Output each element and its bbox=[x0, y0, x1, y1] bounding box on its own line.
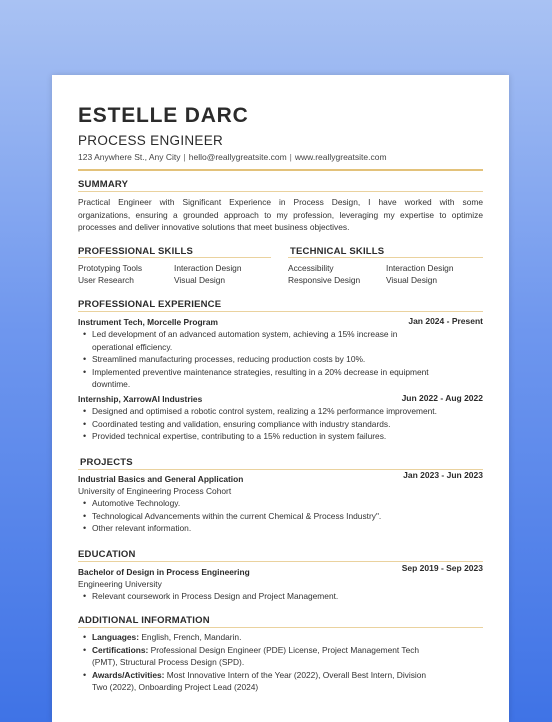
job-dates-1: Jan 2024 - Present bbox=[408, 316, 483, 326]
languages-label: Languages: bbox=[92, 632, 139, 642]
job-title-1: Instrument Tech, Morcelle Program bbox=[78, 317, 218, 327]
education-divider bbox=[78, 561, 483, 562]
awards-label: Awards/Activities: bbox=[92, 669, 165, 680]
professional-skills-heading: PROFESSIONAL SKILLS bbox=[78, 246, 193, 257]
list-item-continuation bbox=[92, 341, 492, 354]
skill-item: User Research bbox=[78, 275, 134, 285]
projects-heading: PROJECTS bbox=[80, 457, 133, 468]
list-item-text: downtime. bbox=[92, 379, 131, 390]
certifications-value: Professional Design Engineer (PDE) License, Project Management Tech bbox=[148, 644, 420, 655]
summary-line: Practical Engineer with Significant Experience in Process Design, I have worked with some bbox=[78, 197, 483, 207]
degree-name: Bachelor of Design in Process Engineering bbox=[78, 567, 250, 577]
summary-line: organizations, ensuring a grounded approach to my profession, leveraging my expertise to optimize bbox=[78, 209, 483, 220]
project-dates: Jan 2023 - Jun 2023 bbox=[403, 470, 483, 480]
skill-item: Visual Design bbox=[386, 275, 438, 285]
summary-divider bbox=[78, 191, 483, 192]
job-bullets-2 bbox=[78, 405, 497, 443]
candidate-name: ESTELLE DARC bbox=[78, 104, 249, 127]
separator: | bbox=[289, 152, 292, 162]
experience-heading: PROFESSIONAL EXPERIENCE bbox=[78, 299, 222, 310]
job-title: PROCESS ENGINEER bbox=[78, 133, 224, 148]
list-item: • Streamlined manufacturing processes, reducing production costs by 10%. bbox=[92, 353, 492, 366]
education-dates: Sep 2019 - Sep 2023 bbox=[401, 563, 483, 573]
summary-heading: SUMMARY bbox=[78, 179, 129, 190]
project-name: Industrial Basics and General Application bbox=[78, 474, 244, 484]
job-title-2: Internship, XarrowAI Industries bbox=[78, 394, 203, 404]
list-item bbox=[92, 631, 497, 644]
list-item: • Other relevant information. bbox=[92, 522, 497, 535]
experience-divider bbox=[78, 311, 483, 312]
contact-line bbox=[78, 152, 387, 162]
summary-line: processes and deliver innovative solutions that meet business objectives. bbox=[78, 222, 350, 232]
skill-item: Accessibility bbox=[288, 263, 334, 273]
additional-bullets bbox=[78, 631, 497, 694]
project-org: University of Engineering Process Cohort bbox=[78, 486, 232, 496]
job-dates-2: Jun 2022 - Aug 2022 bbox=[401, 393, 483, 403]
additional-divider bbox=[78, 627, 483, 628]
additional-heading: ADDITIONAL INFORMATION bbox=[78, 615, 210, 626]
website[interactable]: www.reallygreatsite.com bbox=[294, 152, 387, 162]
languages-value: English, French, Mandarin. bbox=[139, 632, 242, 642]
certifications-label: Certifications: bbox=[92, 644, 149, 655]
list-item-text: operational efficiency. bbox=[92, 341, 173, 352]
project-bullets bbox=[78, 497, 497, 535]
list-item: • Relevant coursework in Process Design and Project Management. bbox=[92, 590, 497, 603]
skill-item: Interaction Design bbox=[386, 263, 454, 273]
header-divider bbox=[78, 169, 483, 171]
email[interactable]: hello@reallygreatsite.com bbox=[188, 152, 287, 162]
job-bullets-1 bbox=[78, 328, 492, 391]
awards-value: Most Innovative Intern of the Year (2022), Overall Best Intern, Division bbox=[164, 669, 427, 680]
list-item: • Implemented preventive maintenance strategies, resulting in a 20% decrease in equipment bbox=[92, 366, 492, 379]
education-bullets bbox=[78, 590, 497, 603]
list-item: • Technological Advancements within the current Chemical & Process Industry". bbox=[92, 510, 497, 523]
list-item: • Led development of an advanced automation system, achieving a 15% increase in bbox=[92, 328, 492, 341]
education-heading: EDUCATION bbox=[78, 549, 136, 560]
certifications-value: (PMT), Structural Process Design (SPD). bbox=[92, 657, 245, 668]
list-item: • Designed and optimised a robotic control system, realizing a 12% performance improvement. bbox=[92, 405, 497, 418]
list-item bbox=[92, 669, 497, 682]
skill-item: Prototyping Tools bbox=[78, 263, 143, 273]
skill-item: Responsive Design bbox=[288, 275, 361, 285]
school-name: Engineering University bbox=[78, 579, 162, 589]
awards-value: Two (2022), Onboarding Project Lead (2024) bbox=[92, 682, 259, 693]
separator: | bbox=[183, 152, 186, 162]
technical-skills-heading: TECHNICAL SKILLS bbox=[290, 246, 385, 257]
skill-item: Interaction Design bbox=[174, 263, 242, 273]
resume-page bbox=[52, 75, 509, 722]
skill-item: Visual Design bbox=[174, 275, 226, 285]
list-item bbox=[92, 644, 497, 657]
list-item-continuation bbox=[92, 378, 492, 391]
list-item-continuation bbox=[92, 656, 497, 669]
address: 123 Anywhere St., Any City bbox=[78, 152, 181, 162]
summary-text bbox=[78, 196, 483, 234]
list-item: • Coordinated testing and validation, ensuring compliance with industry standards. bbox=[92, 418, 497, 431]
professional-skills-divider bbox=[78, 257, 271, 258]
list-item: • Automotive Technology. bbox=[92, 497, 497, 510]
list-item: • Provided technical expertise, contributing to a 15% reduction in system failures. bbox=[92, 430, 497, 443]
technical-skills-divider bbox=[288, 257, 483, 258]
list-item-continuation bbox=[92, 681, 497, 694]
